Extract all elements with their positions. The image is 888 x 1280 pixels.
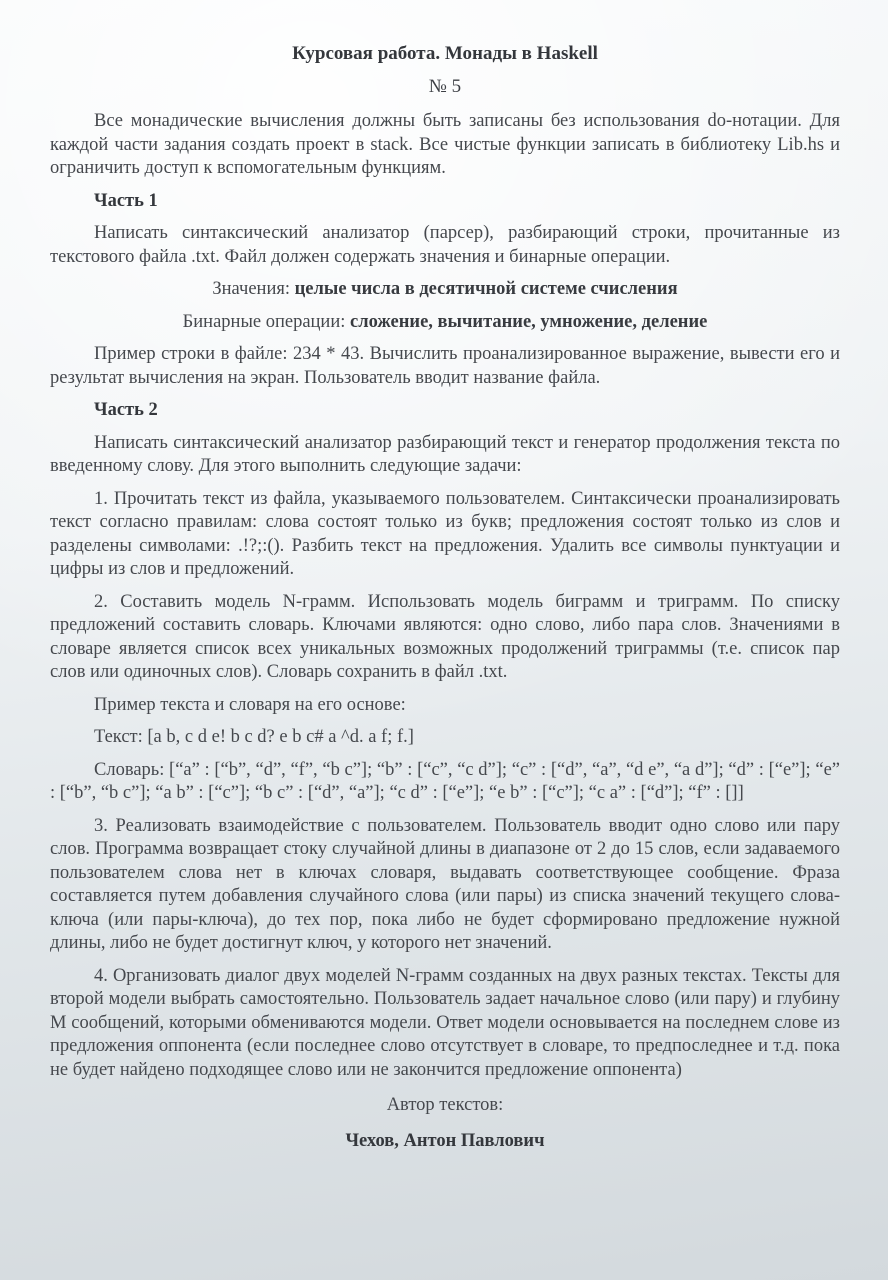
- operations-line: [50, 311, 840, 335]
- operations-text: сложение, вычитание, умножение, деление: [350, 311, 708, 332]
- page-title: Курсовая работа. Монады в Haskell: [292, 43, 598, 64]
- intro-paragraph: Все монадические вычисления должны быть записаны без использования do-нотации. Для каждой части задания создать проект в stack. Все чистые функции записать в библиотеку Lib.hs и ограничить доступ к вспомогательным функциям.: [50, 111, 840, 178]
- values-text: целые числа в десятичной системе счисления: [294, 279, 678, 299]
- example-text-line: Текст: [a b, c d e! b c d? e b c# a ^d. a f; f.]: [94, 727, 414, 747]
- values-label: Значения:: [212, 279, 290, 299]
- author-name: Чехов, Антон Павлович: [345, 1130, 545, 1151]
- variant-number: № 5: [428, 75, 462, 97]
- values-line: [50, 278, 840, 302]
- part2-heading: Часть 2: [94, 400, 158, 420]
- task-item-3: 3. Реализовать взаимодействие с пользователем. Пользователь вводит одно слово или пару слов. Программа возвращает стоку случайной длины в диапазоне от 2 до 15 слов, если задаваемого пользователем слова нет в ключах словаря, выдавать соответствующее сообщение. Фраза составляется путем добавления случайного слова (или пары) из списка значений текущего слова-ключа (или пары-ключа), до тех пор, пока либо не будет сформировано предложение нужной длины, либо не будет достигнут ключ, у которого нет значений.: [50, 815, 840, 953]
- author-label: Автор текстов:: [386, 1095, 504, 1115]
- task-item-2: 2. Составить модель N-грамм. Использовать модель биграмм и триграмм. По списку предложений составить словарь. Ключами являются: одно слово, либо пара слов. Значениями в словаре является список всех уникальных возможных продолжений триграммы (т.е. список пар слов или одиночных слов). Словарь сохранить в файл .txt.: [50, 591, 840, 682]
- part1-heading: Часть 1: [94, 190, 158, 211]
- example-dictionary-line: Словарь: [“a” : [“b”, “d”, “f”, “b c”]; “b” : [“c”, “c d”]; “c” : [“d”, “a”, “d e”, “a d”]; “d” : [“e”]; “e” : [“b”, “b c”]; “a b” : [“c”]; “b c” : [“d”, “a”]; “c d” : [“e”]; “e b” : [“c”]; “c a” : [“d”]; “f” : []]: [50, 759, 840, 803]
- part1-example-paragraph: Пример строки в файле: 234 * 43. Вычислить проанализированное выражение, вывести его и результат вычисления на экран. Пользователь вводит название файла.: [50, 344, 840, 388]
- task-item-4: 4. Организовать диалог двух моделей N-грамм созданных на двух разных текстах. Тексты для второй модели выбрать самостоятельно. Пользователь задает начальное слово (или пару) и глубину M сообщений, которыми обмениваются модели. Ответ модели основывается на последнем слове из предложения оппонента (если последнее слово отсутствует в словаре, то предпоследнее и т.д. пока не будет найдено подходящее слово или не закончится предложение оппонента): [50, 965, 840, 1080]
- part2-task-paragraph: Написать синтаксический анализатор разбирающий текст и генератор продолжения текста по введенному слову. Для этого выполнить следующие задачи:: [50, 432, 840, 476]
- operations-label: Бинарные операции:: [182, 311, 346, 332]
- example-heading: Пример текста и словаря на его основе:: [94, 694, 406, 715]
- task-item-1: 1. Прочитать текст из файла, указываемого пользователем. Синтаксически проанализировать текст согласно правилам: слова состоят только из букв; предложения состоят только из слов и разделены символами: .!?;:(). Разбить текст на предложения. Удалить все символы пунктуации и цифры из слов и предложений.: [50, 488, 840, 579]
- part1-task-paragraph: Написать синтаксический анализатор (парсер), разбирающий строки, прочитанные из текстового файла .txt. Файл должен содержать значения и бинарные операции.: [50, 223, 840, 267]
